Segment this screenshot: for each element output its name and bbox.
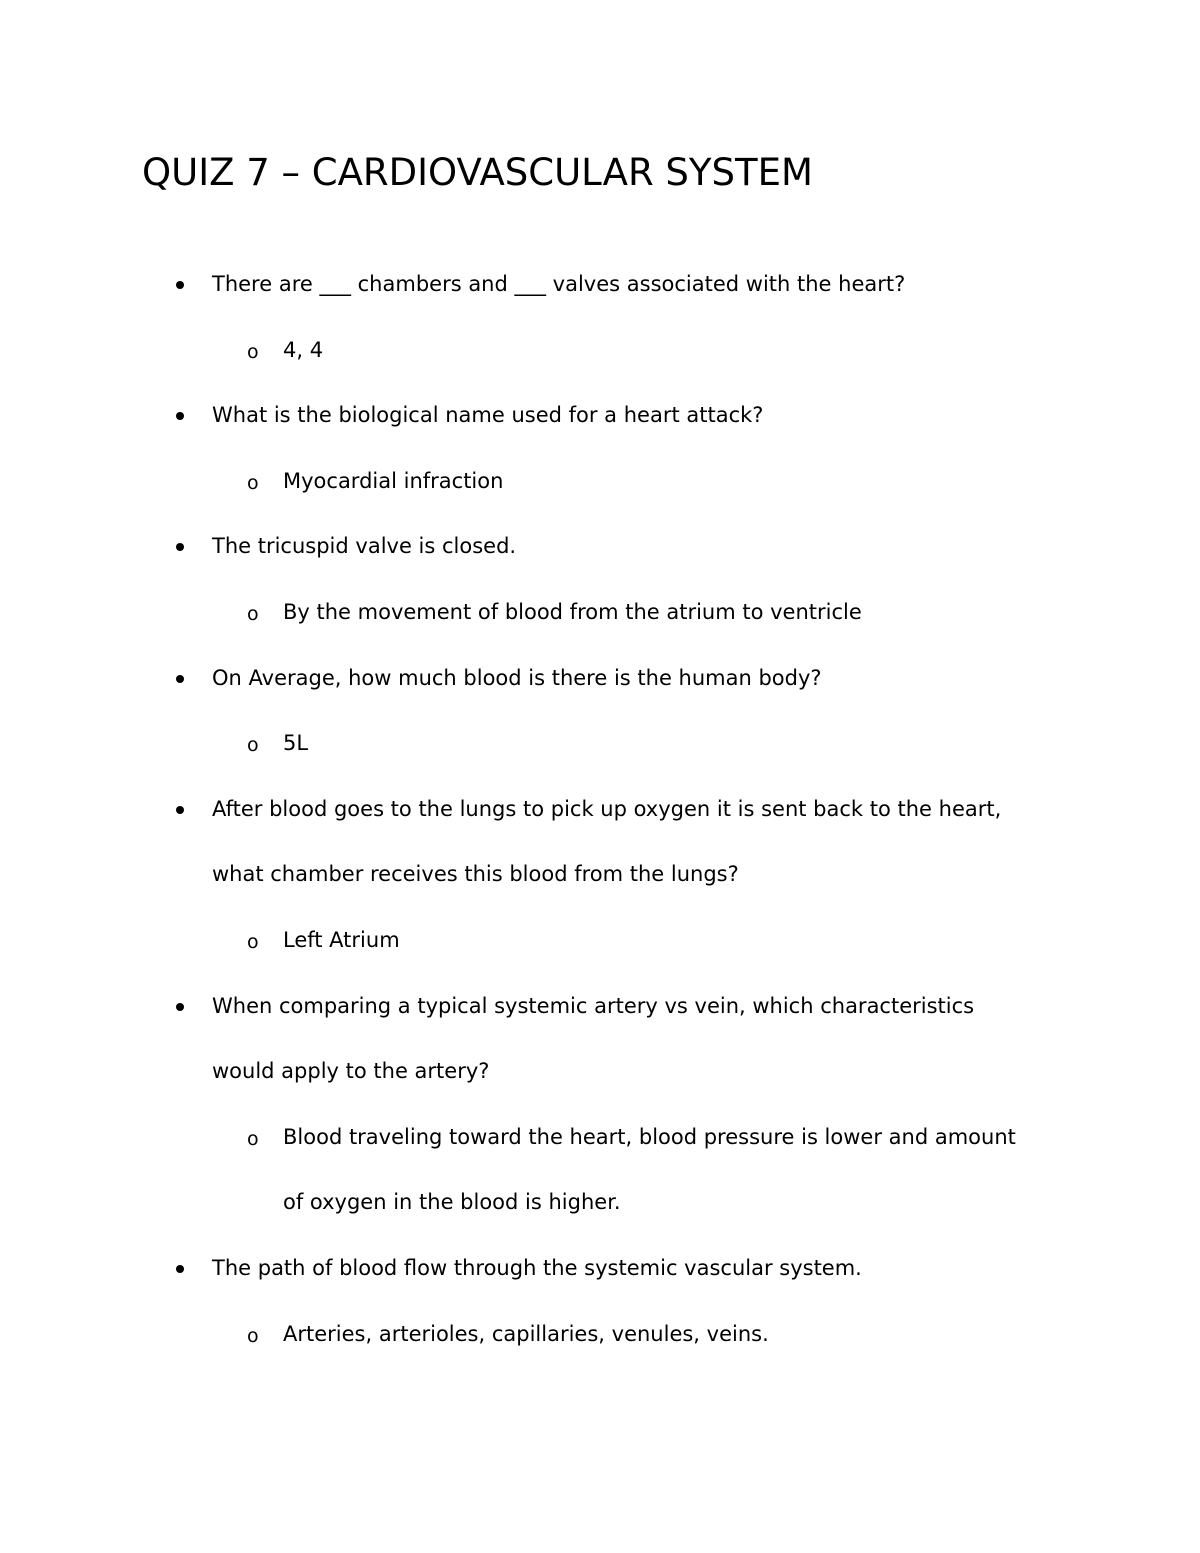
answer-text: 5L — [283, 731, 309, 755]
question-text: The tricuspid valve is closed. — [212, 534, 517, 558]
answer-text: By the movement of blood from the atrium to ventricle — [283, 600, 862, 624]
bullet-dot-icon — [176, 1265, 184, 1273]
question-text: When comparing a typical systemic artery vs vein, which characteristics — [212, 994, 975, 1018]
question-text: On Average, how much blood is there is the human body? — [212, 666, 822, 690]
sub-bullet-marker: o — [247, 1325, 259, 1347]
bullet-dot-icon — [176, 675, 184, 683]
sub-bullet-marker: o — [247, 734, 259, 756]
question-text: what chamber receives this blood from the lungs? — [212, 862, 739, 886]
sub-bullet-marker: o — [247, 931, 259, 953]
answer-text: Left Atrium — [283, 928, 400, 952]
answer-text: 4, 4 — [283, 338, 324, 362]
question-text: What is the biological name used for a heart attack? — [212, 403, 764, 427]
sub-bullet-marker: o — [247, 603, 259, 625]
question-text: After blood goes to the lungs to pick up oxygen it is sent back to the heart, — [212, 797, 1002, 821]
bullet-dot-icon — [176, 412, 184, 420]
answer-text: Blood traveling toward the heart, blood pressure is lower and amount — [283, 1125, 1016, 1149]
answer-text: of oxygen in the blood is higher. — [283, 1190, 621, 1214]
page-title: QUIZ 7 – CARDIOVASCULAR SYSTEM — [142, 151, 813, 194]
sub-bullet-marker: o — [247, 472, 259, 494]
sub-bullet-marker: o — [247, 341, 259, 363]
bullet-dot-icon — [176, 806, 184, 814]
question-text: would apply to the artery? — [212, 1059, 490, 1083]
question-text: The path of blood flow through the systemic vascular system. — [212, 1256, 862, 1280]
bullet-dot-icon — [176, 281, 184, 289]
answer-text: Arteries, arterioles, capillaries, venules, veins. — [283, 1322, 769, 1346]
bullet-dot-icon — [176, 1003, 184, 1011]
bullet-dot-icon — [176, 543, 184, 551]
answer-text: Myocardial infraction — [283, 469, 504, 493]
question-text: There are ___ chambers and ___ valves associated with the heart? — [212, 272, 906, 296]
sub-bullet-marker: o — [247, 1128, 259, 1150]
